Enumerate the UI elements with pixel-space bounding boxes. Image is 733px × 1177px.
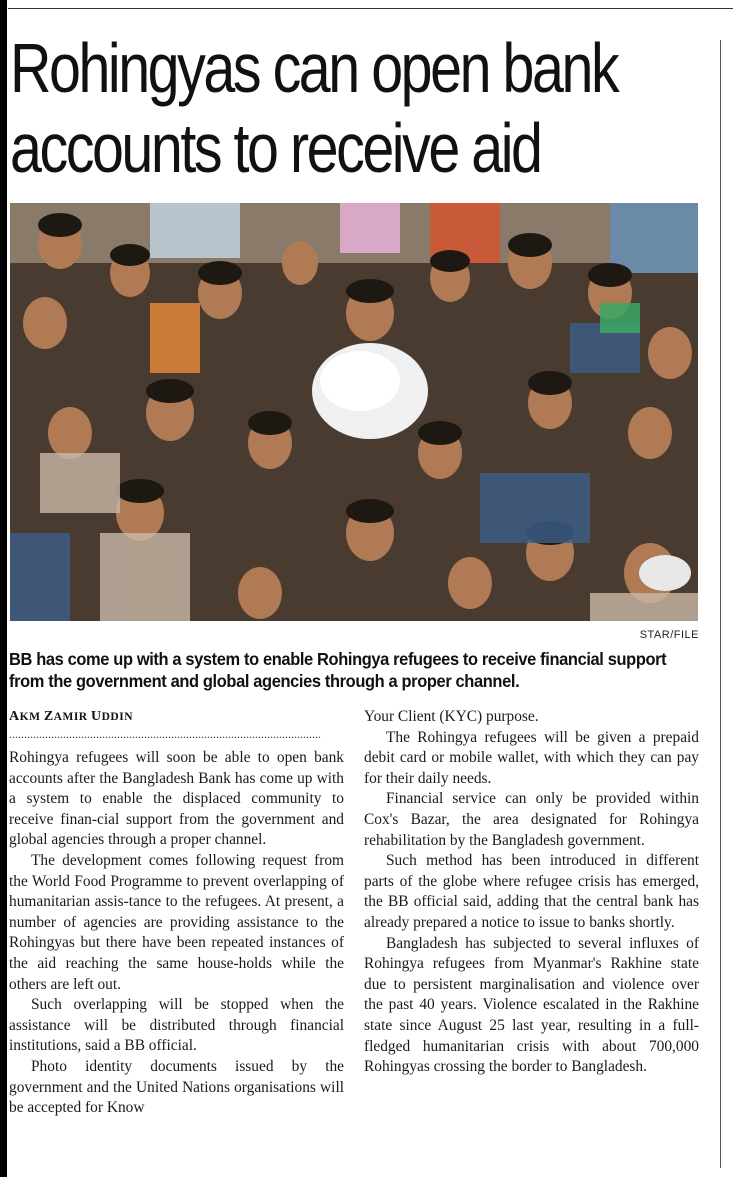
byline: [9, 709, 133, 725]
deck-summary: BB has come up with a system to enable Rohingya refugees to receive financial support from the government and global agencies through a proper channel.: [9, 649, 667, 691]
paragraph: The development comes following request from the World Food Programme to prevent overlapping of humanitarian assis-tance to the refugees. At present, a number of agencies are providing assistance to the Rohingyas but there have been repeated instances of the aid reaching the same house-holds while the others are left out.: [9, 851, 344, 993]
paragraph: Rohingya refugees will soon be able to open bank accounts after the Bangladesh Bank has come up with a system to enable the displaced community to receive finan-cial support from the government and global agencies through a proper channel.: [9, 749, 344, 849]
byline-initial-z: Z: [43, 709, 54, 724]
news-photo: [10, 203, 698, 621]
paragraph: Financial service can only be provided within Cox's Bazar, the area designated for Rohingya rehabilitation by the Bangladesh government.: [364, 790, 699, 849]
top-rule: [8, 8, 733, 9]
paragraph: Such method has been introduced in different parts of the globe where refugee crisis has emerged, the BB official said, adding that the central bank has already prepared a notice to issue to banks shortly.: [364, 852, 699, 931]
column-rule: [720, 40, 721, 1168]
byline-dotted-rule: ........................................................................................................: [9, 727, 321, 739]
byline-part-2: AMIR: [53, 711, 91, 723]
paragraph: Such overlapping will be stopped when the assistance will be distributed through financial institutions, said a BB official.: [9, 996, 344, 1055]
headline: Rohingyas can open bank accounts to receive aid: [10, 29, 618, 187]
body-column-2: [364, 707, 699, 1078]
paragraph: Your Client (KYC) purpose.: [364, 708, 539, 725]
body-column-1: [9, 748, 344, 1119]
paragraph: Photo identity documents issued by the government and the United Nations organisations will be accepted for Know: [9, 1057, 344, 1117]
byline-part-3: DDIN: [101, 711, 133, 723]
photo-credit: STAR/FILE: [639, 629, 699, 641]
paragraph: The Rohingya refugees will be given a prepaid debit card or mobile wallet, with which they can pay for their daily needs.: [364, 728, 699, 787]
byline-initial-a: A: [9, 709, 20, 724]
byline-initial-u: U: [90, 709, 102, 724]
byline-part-1: KM: [19, 711, 44, 723]
paragraph: Bangladesh has subjected to several influxes of Rohingya refugees from Myanmar's Rakhine state due to persistent marginalisation and violence over the past 40 years. Violence escalated in the Rakhine state since August 25 last year, resulting in a full-fledged humanitarian crisis with about 700,000 Rohingyas crossing the border to Bangladesh.: [364, 934, 699, 1076]
page-edge-bar: [0, 0, 7, 1177]
